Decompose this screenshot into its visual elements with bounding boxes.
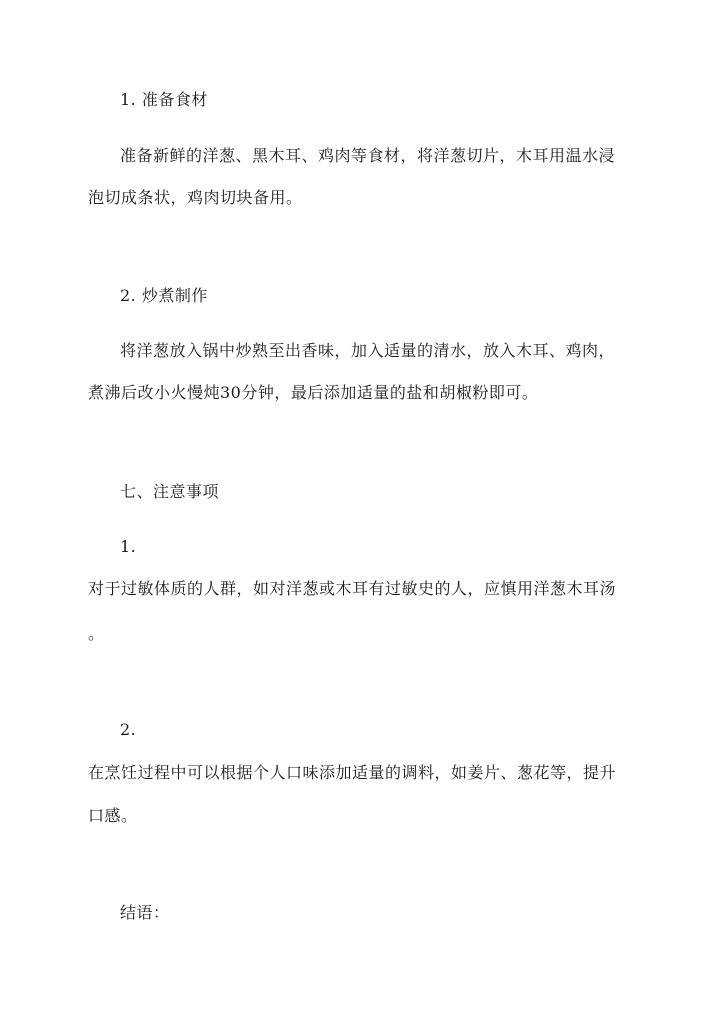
step1-text-line1: 准备新鲜的洋葱、黑木耳、鸡肉等食材，将洋葱切片，木耳用温水浸 — [120, 146, 616, 165]
step2-heading: 2. 炒煮制作 — [120, 286, 208, 305]
step1-text-line2: 泡切成条状，鸡肉切块备用。 — [88, 188, 303, 207]
step2-text-line1: 将洋葱放入锅中炒熟至出香味，加入适量的清水，放入木耳、鸡肉， — [120, 341, 616, 360]
section7-heading: 七、注意事项 — [120, 482, 220, 501]
step2-text-line2: 煮沸后改小火慢炖30分钟，最后添加适量的盐和胡椒粉即可。 — [88, 383, 539, 402]
conclusion-heading: 结语： — [120, 903, 170, 922]
note2-text-line2: 口感。 — [88, 806, 138, 825]
step1-heading: 1. 准备食材 — [120, 90, 208, 109]
note1-text-line2: 。 — [88, 624, 105, 643]
note2-number: 2. — [120, 720, 137, 739]
note1-text-line1: 对于过敏体质的人群，如对洋葱或木耳有过敏史的人，应慎用洋葱木耳汤 — [88, 579, 617, 598]
note1-number: 1. — [120, 537, 137, 556]
note2-text-line1: 在烹饪过程中可以根据个人口味添加适量的调料，如姜片、葱花等，提升 — [88, 763, 617, 782]
